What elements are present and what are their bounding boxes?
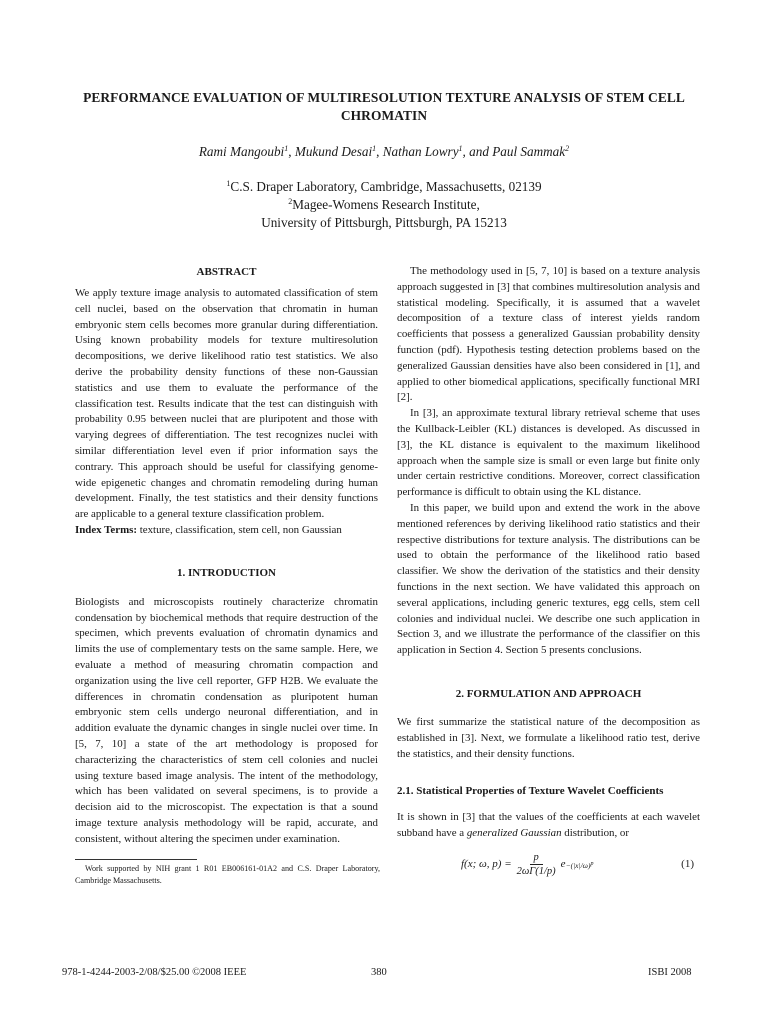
index-terms-label: Index Terms: [75, 523, 138, 536]
abstract-text: We apply texture image analysis to automated classification of stem cell nuclei, based on the observation that chromatin in human embryonic stem cells becomes more granular during differentiation. Using known probability models for texture multiresolution decompositions, we derive likelihood ratio test statistics. We also derive the probability density functions of these non-Gaussian statistics and use them to evaluate the performance of the classification test. Results indicate that the test can distinguish with probability 0.95 between nuclei that are pluripotent and those with varying degrees of differentiation. The test recognizes nuclei with similar differentiation level even if prior information says the contrary. This approach should be useful for classifying genome-wide epigenetic changes and chromatin remodeling during human development. Finally, the test statistics and their density functions are applicable to a general texture classification problem. [75, 287, 378, 521]
section-2-heading: 2. FORMULATION AND APPROACH [455, 687, 642, 700]
paper-title: PERFORMANCE EVALUATION OF MULTIRESOLUTION TEXTURE ANALYSIS OF STEM CELL CHROMATIN [83, 90, 685, 123]
affiliation-1: $^1$C.S. Draper Laboratory, Cambridge, Massachusetts, 02139 [226, 179, 542, 194]
author: Paul Sammak$^2$ [492, 144, 570, 159]
right-column [397, 264, 700, 880]
author: Rami Mangoubi$^1$, [198, 144, 295, 159]
abstract-heading: ABSTRACT [196, 266, 257, 278]
author: Mukund Desai$^1$, [294, 144, 383, 159]
equation-number: (1) [681, 857, 694, 870]
section-2-paragraph-1: We first summarize the statistical nature of the decomposition as established in [3]. Next, we formulate a likelihood ratio test, derive the statistics, and their density functions. [397, 715, 700, 760]
footer-venue: ISBI 2008 [648, 967, 692, 978]
section-1-heading: 1. INTRODUCTION [176, 566, 276, 579]
equation-1 [397, 850, 700, 880]
intro-paragraph-4: In this paper, we build upon and extend the work in the above mentioned references by deriving likelihood ratio statistics and their respective distributions for texture analysis. The distributions can be used to obtain the performance of the likelihood ratio based classifier. We show the derivation of the statistics and their density functions in the next section. We have validated this approach on several applications, including generic textures, egg cells, stem cell colonies and individual nuclei. We describe one such application in Section 3, and we illustrate the performance of the classifier on this application in Section 4. Section 5 presents conclusions. [397, 501, 700, 657]
footer-page-number: 380 [371, 967, 387, 978]
footer-isbn: 978-1-4244-2003-2/08/$25.00 ©2008 IEEE [62, 967, 247, 978]
section-2-1-paragraph: It is shown in [3] that the values of the coefficients at each wavelet subband have a generalized Gaussian distribution, or [397, 811, 700, 840]
intro-paragraph-3: In [3], an approximate textural library retrieval scheme that uses the Kullback-Leibler (KL) distances is developed. As discussed in [3], the KL distance is equivalent to the maximum likelihood approach when the sample size is small or even large but finite only under certain restrictive conditions. Moreover, correct classification performance is difficult to obtain using the KL distance. [397, 407, 700, 499]
intro-paragraph-1: Biologists and microscopists routinely characterize chromatin condensation by biochemical methods that require destruction of the specimen, which prevents evaluation of chromatin dynamics and limits the use of complementary tests on the same sample. Here, we evaluate a method of measuring chromatin compaction and organization using the live cell reporter, GFP H2B. We evaluate the differences in chromatin condensation as pluripotent human embryonic stem cells undergo neuronal differentiation, and in addition evaluate the dynamic changes in single nuclei over time. In [5, 7, 10] a state of the art methodology is proposed for characterizing the characteristics of stem cell colonies and nuclei using texture based image analysis. The intent of the methodology, which has been validated on several specimens, is to provide a decision aid to the microscopist. The expectation is that a sound image texture analysis methodology will be rapid, accurate, and consistent, without altering the specimen under examination. [75, 595, 378, 845]
equation-body: f(x; ω, p) = $\frac{p}{2\omega\Gamma(1/p)}$ e $-(|x|/\omega)^p$ [461, 852, 594, 878]
affiliation-2: $^2$Magee-Womens Research Institute, [288, 197, 480, 212]
intro-paragraph-2: The methodology used in [5, 7, 10] is based on a texture analysis approach suggested in [3] that combines multiresolution analysis and statistical modeling. Specifically, it is assumed that a wavelet decomposition of a texture class of interest yields random coefficients that possess a generalized Gaussian probability density function (pdf). Hypothesis testing detection problems based on the generalized Gaussian densities have also been considered in [1], and applied to other biomedical applications, specifically functional MRI [2]. [397, 265, 700, 404]
footnote: Work supported by NIH grant 1 R01 EB006161-01A2 and C.S. Draper Laboratory, Cambridge Massachusetts. [75, 864, 380, 885]
author-list [60, 143, 708, 161]
subsection-2-1-heading: 2.1. Statistical Properties of Texture Wavelet Coefficients [397, 785, 664, 798]
affiliations [60, 178, 708, 232]
affiliation-2-cont: University of Pittsburgh, Pittsburgh, PA 15213 [261, 215, 507, 230]
left-column [75, 264, 378, 848]
footnote-rule [75, 859, 197, 860]
index-terms: Index Terms: texture, classification, stem cell, non Gaussian [75, 523, 342, 536]
equation-fraction: $\frac{p}{2\omega\Gamma(1/p)}$ [516, 852, 556, 878]
author: Nathan Lowry$^1$, and [382, 144, 493, 159]
